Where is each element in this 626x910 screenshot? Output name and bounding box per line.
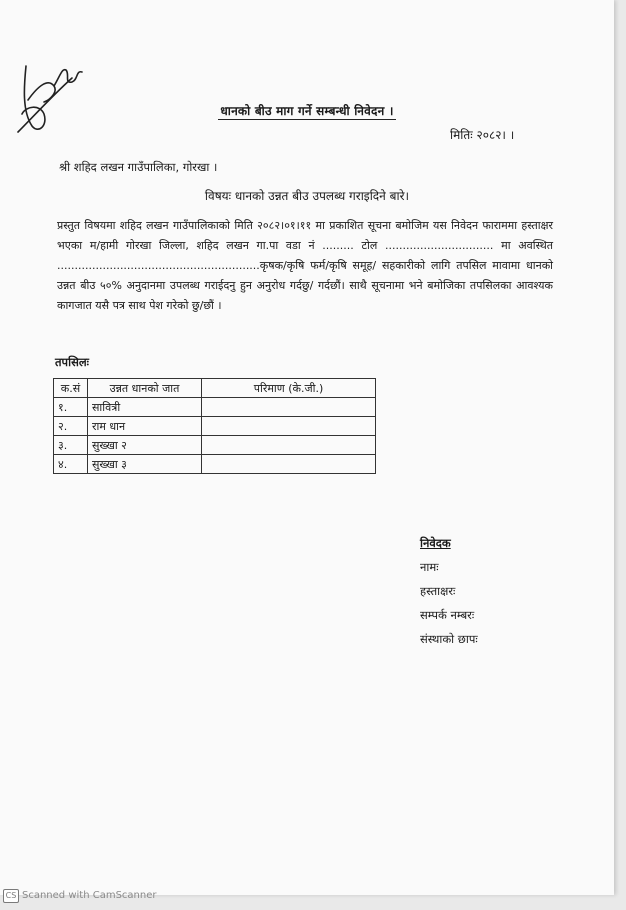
table-row [54,436,376,455]
applicant-name-label: नामः [420,560,439,574]
row-serial: १. [54,398,88,417]
header-variety: उन्नत धानको जात [88,379,202,398]
details-table [53,378,376,474]
row-variety: सावित्री [88,398,202,417]
applicant-block [420,531,478,651]
applicant-heading: निवेदक [420,536,451,550]
table-row [54,398,376,417]
row-quantity [202,436,376,455]
row-quantity [202,417,376,436]
scanner-watermark: Scanned with CamScanner [22,890,157,901]
table-row [54,417,376,436]
row-quantity [202,455,376,474]
table-row [54,455,376,474]
row-variety: सुख्खा ३ [88,455,202,474]
row-quantity [202,398,376,417]
document-date: मितिः २०८२। । [450,128,515,142]
applicant-contact-label: सम्पर्क नम्बरः [420,608,475,622]
header-serial: क.सं [54,379,88,398]
handwritten-signature [14,56,94,138]
table-header-row [54,379,376,398]
header-quantity: परिमाण (के.जी.) [202,379,376,398]
camscanner-logo-icon: CS [3,889,19,903]
applicant-stamp-label: संस्थाको छापः [420,632,478,646]
document-title: धानको बीउ माग गर्ने सम्बन्धी निवेदन । [220,104,394,118]
row-serial: ४. [54,455,88,474]
recipient: श्री शहिद लखन गाउँपालिका, गोरखा । [59,160,218,174]
row-variety: सुख्खा २ [88,436,202,455]
details-label: तपसिलः [55,355,89,369]
row-serial: २. [54,417,88,436]
row-serial: ३. [54,436,88,455]
row-variety: राम धान [88,417,202,436]
body-paragraph: प्रस्तुत विषयमा शहिद लखन गाउँपालिकाको मिति २०८२।०१।११ मा प्रकाशित सूचना बमोजिम यस निवेदन फाराममा हस्ताक्षर भएका म/हामी गोरखा जिल्ला, शहिद लखन गा.पा वडा नं ......... टोल ............................... मा अवस्थित ..........................................................कृषक/कृषि फर्म/कृषि समूह/ सहकारीको लागि तपसिल मावामा धानको उन्नत बीउ ५०% अनुदानमा उपलब्ध गराईदनु हुन अनुरोध गर्दछु/ गर्दछौं। साथै सूचनामा भने बमोजिका तपसिलका आवश्यक कागजात यसै पत्र साथ पेश गरेको छु/छौं । [57,219,553,312]
applicant-signature-label: हस्ताक्षरः [420,584,456,598]
subject-line: विषयः धानको उन्नत बीउ उपलब्ध गराइदिने बारे। [204,189,410,203]
